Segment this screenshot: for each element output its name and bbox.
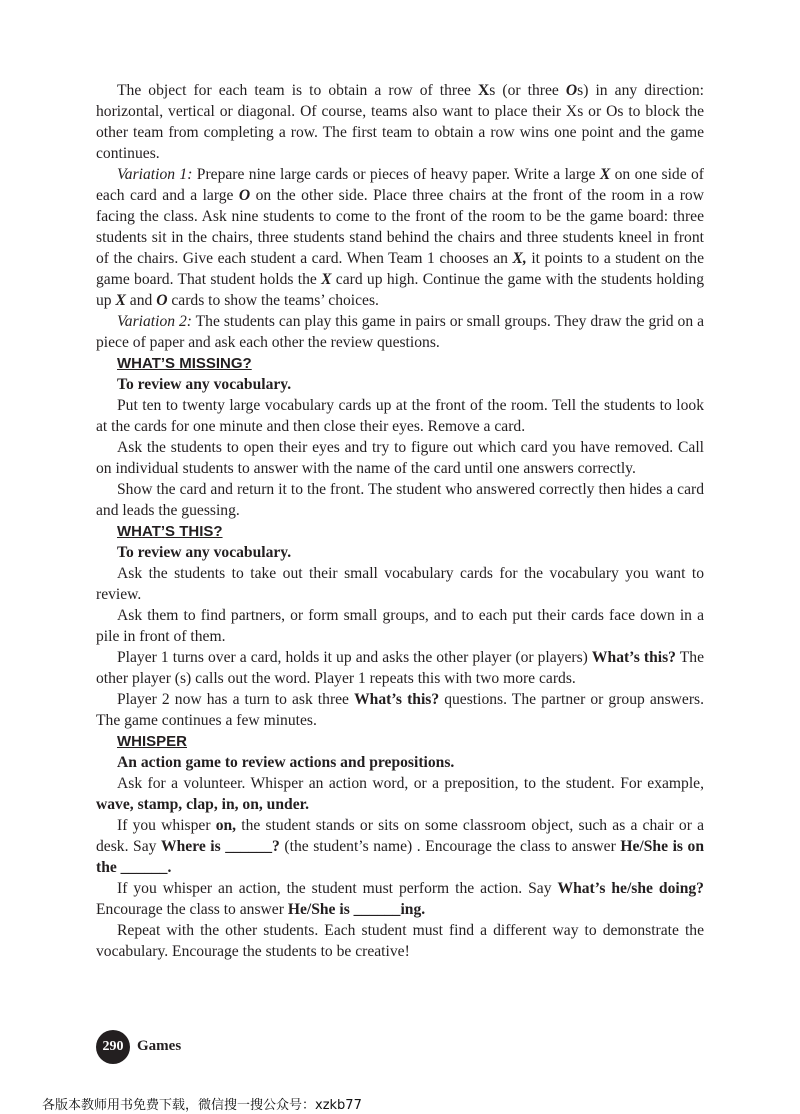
text-run: card up high. Continue the game with the students holding up [96,271,705,309]
text-run: What’s this? [591,649,676,666]
page-number: 290 [102,1039,124,1054]
text-run: X [115,292,126,309]
text-run: O [565,82,578,99]
text-run: Variation 2: [117,313,192,330]
text-run: Ask the students to take out their small vocabulary cards for the vocabulary you want to review. [96,565,704,603]
text-run: Show the card and return it to the front. The student who answered correctly then hides a card and leads the guessing. [96,481,704,519]
text-run: X [321,271,332,288]
whisper-paragraph [96,878,704,920]
watermark-text: 各版本教师用书免费下载，微信搜一搜公众号：xzkb77 [42,1098,362,1113]
text-run: Ask the students to open their eyes and try to figure out which card you have removed. Call on individual students to answer with the name of the card until one answers correctly. [96,439,704,477]
whats-missing-heading: WHAT’S MISSING? [117,355,252,372]
text-run: The object for each team is to obtain a row of three [117,82,478,99]
page-number-badge [96,1030,130,1064]
whats-this-paragraph [96,563,704,605]
text-run: The other player (s) calls out the word. Player 1 repeats this with two more cards. [96,649,704,687]
text-run: Put ten to twenty large vocabulary cards up at the front of the room. Tell the students to look at the cards for one minute and then close their eyes. Remove a card. [96,397,704,435]
whats-missing-paragraph [96,437,704,479]
whisper-subheading: An action game to review actions and prepositions. [117,754,455,771]
text-run: Ask for a volunteer. Whisper an action word, or a preposition, to the student. For example, [117,775,704,792]
whisper-paragraph [96,815,704,878]
text-run: Where is ______? [161,838,280,855]
variation-2-paragraph [96,311,704,353]
text-run: X [599,166,611,183]
text-run: He/She is ______ing. [287,901,426,918]
text-run: Prepare nine large cards or pieces of heavy paper. Write a large [192,166,600,183]
text-run: the student stands or sits on some classroom object, such as a chair or a desk. Say [96,817,705,855]
text-run: (the student’s name) . Encourage the class to answer [279,838,621,855]
text-run: Encourage the class to answer [96,901,288,918]
page-body [96,80,704,962]
whats-this-paragraph [96,689,704,731]
whats-this-paragraph [96,605,704,647]
text-run: What’s he/she doing? [557,880,704,897]
whats-missing-subheading: To review any vocabulary. [117,376,292,393]
intro-paragraph [96,80,704,164]
text-run: If you whisper [117,817,216,834]
text-run: O [238,187,251,204]
text-run: Player 2 now has a turn to ask three [117,691,355,708]
whats-missing-paragraph [96,479,704,521]
text-run: Ask them to find partners, or form small groups, and to each put their cards face down in a pile in front of them. [96,607,704,645]
text-run: s) in any direction: horizontal, vertical or diagonal. Of course, teams also want to place their Xs or Os to block the other team from completing a row. The first team to obtain a row wins one point and the game continues. [96,82,704,162]
section-footer-label: Games [137,1038,182,1054]
text-run: Player 1 turns over a card, holds it up and asks the other player (or players) [117,649,592,666]
text-run: If you whisper an action, the student must perform the action. Say [117,880,558,897]
text-run: Repeat with the other students. Each student must find a different way to demonstrate the vocabulary. Encourage the students to be creative! [96,922,704,960]
text-run: X [478,82,490,99]
whisper-heading: WHISPER [117,733,188,750]
text-run: on one side of each card and a large [96,166,704,204]
whisper-paragraph [96,773,704,815]
variation-1-paragraph [96,164,704,311]
text-run: on the other side. Place three chairs at the front of the room in a row facing the class. Ask nine students to come to the front of the room to be the game board: three students sit in the chairs, three students stand behind the chairs and three students kneel in front of the chairs. Give each student a card. When Team 1 chooses an [96,187,704,267]
text-run: The students can play this game in pairs or small groups. They draw the grid on a piece of paper and ask each other the review questions. [96,313,704,351]
text-run: on, [215,817,237,834]
text-run: and [125,292,157,309]
text-run: cards to show the teams’ choices. [167,292,379,309]
text-run: Variation 1: [117,166,193,183]
text-run: O [156,292,168,309]
text-run: He/She is on the ______. [96,838,705,876]
text-run: questions. The partner or group answers. The game continues a few minutes. [96,691,704,729]
whisper-paragraph [96,920,704,962]
text-run: s (or three [489,82,566,99]
text-run: X, [512,250,527,267]
whats-this-subheading: To review any vocabulary. [117,544,292,561]
whats-this-paragraph [96,647,704,689]
text-run: What’s this? [354,691,440,708]
text-run: it points to a student on the game board. That student holds the [96,250,704,288]
text-run: wave, stamp, clap, in, on, under. [96,796,310,813]
whats-this-heading: WHAT’S THIS? [117,523,223,540]
whats-missing-paragraph [96,395,704,437]
